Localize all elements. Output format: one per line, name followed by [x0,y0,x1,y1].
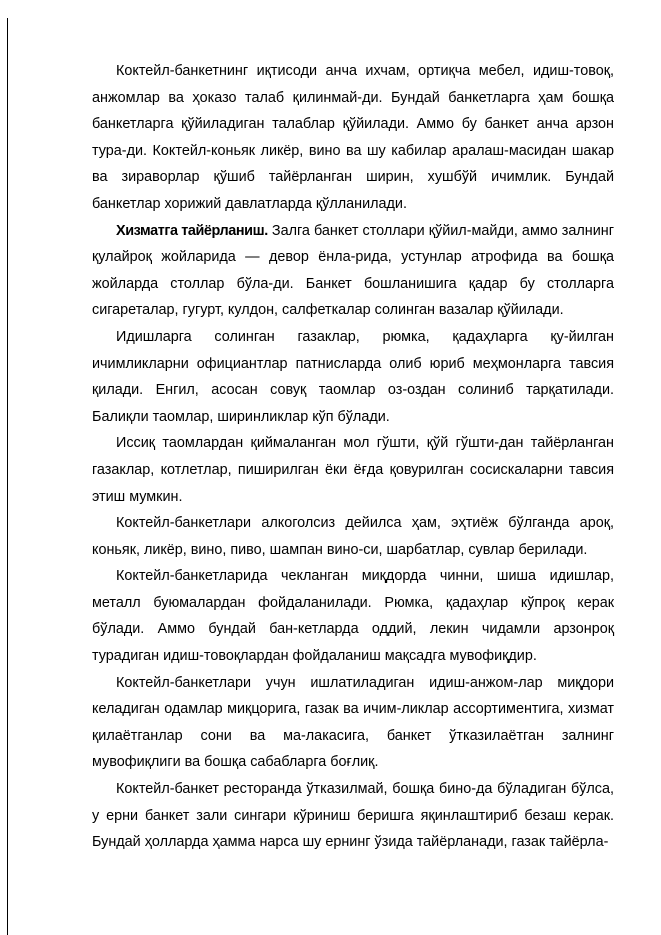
paragraph-7: Коктейл-банкетлари учун ишлатиладиган идиш-анжом-лар миқдори келадиган одамлар миқцорига, газак ва ичим-ликлар ассортиментига, хизмат қилаётганлар сони ва ма-лакасига, банкет ўтказилаётган залнинг мувофиқлиги ва бошқа сабабларга боғлиқ. [92,674,614,771]
paragraph-2 [92,218,614,324]
document-page [92,58,614,856]
section-heading-run: Хизматга тайёрланиш. [116,222,268,239]
paragraph-4: Иссиқ таомлардан қиймаланган мол гўшти, қўй гўшти-дан тайёрланган газаклар, котлетлар, пиширилган ёки ёғда қовурилган сосискаларни тавсия этиш мумкин. [92,435,614,505]
page-edge-line [7,18,8,935]
paragraph-3: Идишларга солинган газаклар, рюмка, қадаҳларга қу-йилган ичимликларни официантлар патнисларда олиб юриб меҳмонларга тавсия қилади. Енгил, асосан совуқ таомлар оз-оздан солиниб тарқатилади. Балиқли таомлар, ширинликлар кўп бўлади. [92,328,614,425]
paragraph-1: Коктейл-банкетнинг иқтисоди анча ихчам, ортиқча мебел, идиш-товоқ, анжомлар ва ҳоказо талаб қилинмай-ди. Бундай банкетларга ҳам бошқа банкетларга қўйиладиган талаблар қўйилади. Аммо бу банкет анча арзон тура-ди. Коктейл-коньяк ликёр, вино ва шу кабилар аралаш-масидан шакар ва зираворлар қўшиб тайёрланган ширин, хушбўй ичимлик. Бундай банкетлар хорижий давлатларда қўлланилади. [92,63,614,212]
paragraph-5: Коктейл-банкетлари алкоголсиз дейилса ҳам, эҳтиёж бўлганда ароқ, коньяк, ликёр, вино, пиво, шампан вино-си, шарбатлар, сувлар берилади. [92,515,614,558]
paragraph-8: Коктейл-банкет ресторанда ўтказилмай, бошқа бино-да бўладиган бўлса, у ерни банкет зали сингари кўриниш беришга яқинлаштириб безаш керак. Бундай ҳолларда ҳамма нарса шу ернинг ўзида тайёрланади, газак тайёрла- [92,781,614,851]
paragraph-6: Коктейл-банкетларида чекланган миқдорда чинни, шиша идишлар, металл буюмалардан фойдаланилади. Рюмка, қадаҳлар кўпроқ керак бўлади. Аммо бундай бан-кетларда оддий, лекин чидамли арзонроқ турадиган идиш-товоқлардан фойдаланиш мақсадга мувофиқдир. [92,568,614,665]
paragraph-2-text: Залга банкет столлари қўйил-майди, аммо залнинг қулайроқ жойларида — девор ёнла-рида, устунлар атрофида ва бошқа жойларда столлар бўла-ди. Банкет бошланишига қадар бу столларга сигареталар, гугурт, кулдон, салфеткалар солинган вазалар қўйилади. [92,222,614,319]
